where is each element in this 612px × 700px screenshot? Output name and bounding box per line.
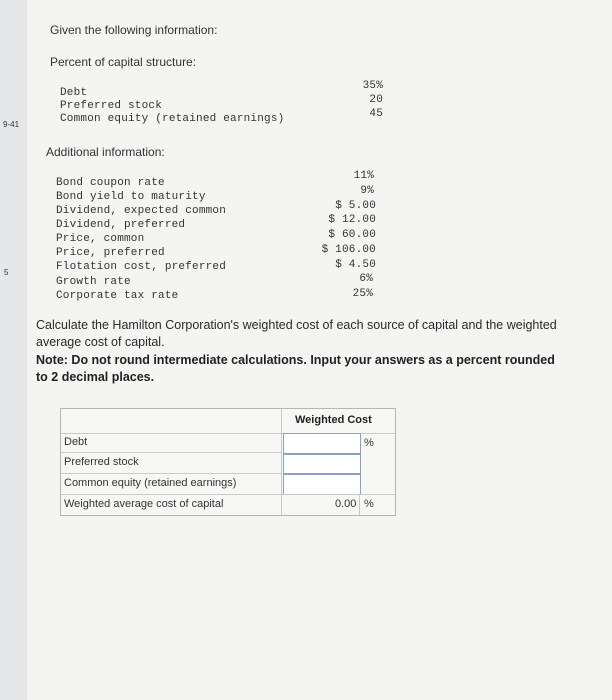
wacc-percent-sign: %	[364, 498, 374, 510]
info-value-div-common: $ 5.00	[335, 200, 376, 212]
info-value-growth: 6%	[359, 273, 373, 285]
table-column-divider	[281, 409, 282, 515]
instruction-note: Note: Do not round intermediate calculations. Input your answers as a percent rounded to 2 decimal places.	[36, 353, 555, 384]
percent-heading: Percent of capital structure:	[50, 55, 197, 69]
common-cost-input[interactable]	[283, 474, 361, 495]
wacc-value: 0.00	[335, 498, 357, 510]
row-divider	[61, 473, 282, 474]
question-text: Calculate the Hamilton Corporation's weighted cost of each source of capital and the weighted average cost of capital.	[36, 318, 557, 349]
info-value-bond-coupon: 11%	[353, 170, 374, 182]
row-label-wacc: Weighted average cost of capital	[64, 498, 224, 510]
info-label-bond-coupon: Bond coupon rate	[56, 177, 165, 189]
row-label-preferred: Preferred stock	[64, 456, 139, 468]
preferred-cost-input[interactable]	[283, 454, 361, 474]
info-value-tax: 25%	[352, 288, 373, 300]
row-label-common: Common equity (retained earnings)	[64, 477, 237, 489]
debt-cost-input[interactable]	[283, 433, 361, 454]
weighted-cost-header: Weighted Cost	[295, 414, 372, 426]
info-label-price-preferred: Price, preferred	[56, 247, 165, 259]
info-value-bond-yield: 9%	[360, 185, 374, 197]
info-label-bond-yield: Bond yield to maturity	[56, 191, 206, 203]
info-value-div-preferred: $ 12.00	[328, 214, 376, 226]
side-label-fragment: 5	[4, 268, 9, 277]
info-value-flotation: $ 4.50	[335, 259, 376, 271]
problem-page	[27, 0, 612, 700]
info-label-div-common: Dividend, expected common	[56, 205, 227, 217]
row-divider	[61, 494, 395, 495]
info-value-price-preferred: $ 106.00	[321, 244, 376, 256]
info-label-tax: Corporate tax rate	[56, 290, 179, 302]
debt-percent-sign: %	[364, 437, 374, 449]
cap-value-debt: 35%	[362, 80, 383, 92]
info-label-flotation: Flotation cost, preferred	[56, 261, 227, 273]
cap-label-preferred: Preferred stock	[60, 100, 163, 112]
left-margin	[0, 0, 28, 700]
info-label-growth: Growth rate	[56, 276, 131, 288]
side-label-problem: 9-41	[3, 120, 20, 129]
info-label-price-common: Price, common	[56, 233, 145, 245]
weighted-cost-table	[60, 408, 396, 516]
cap-label-debt: Debt	[60, 87, 88, 99]
wacc-value-divider	[359, 495, 360, 515]
given-heading: Given the following information:	[50, 23, 218, 37]
row-divider	[61, 452, 282, 453]
info-value-price-common: $ 60.00	[328, 229, 376, 241]
cap-value-common: 45	[369, 108, 383, 120]
row-label-debt: Debt	[64, 436, 88, 448]
cap-label-common: Common equity (retained earnings)	[60, 113, 285, 125]
additional-heading: Additional information:	[46, 145, 165, 159]
info-label-div-preferred: Dividend, preferred	[56, 219, 186, 231]
cap-value-preferred: 20	[369, 94, 383, 106]
